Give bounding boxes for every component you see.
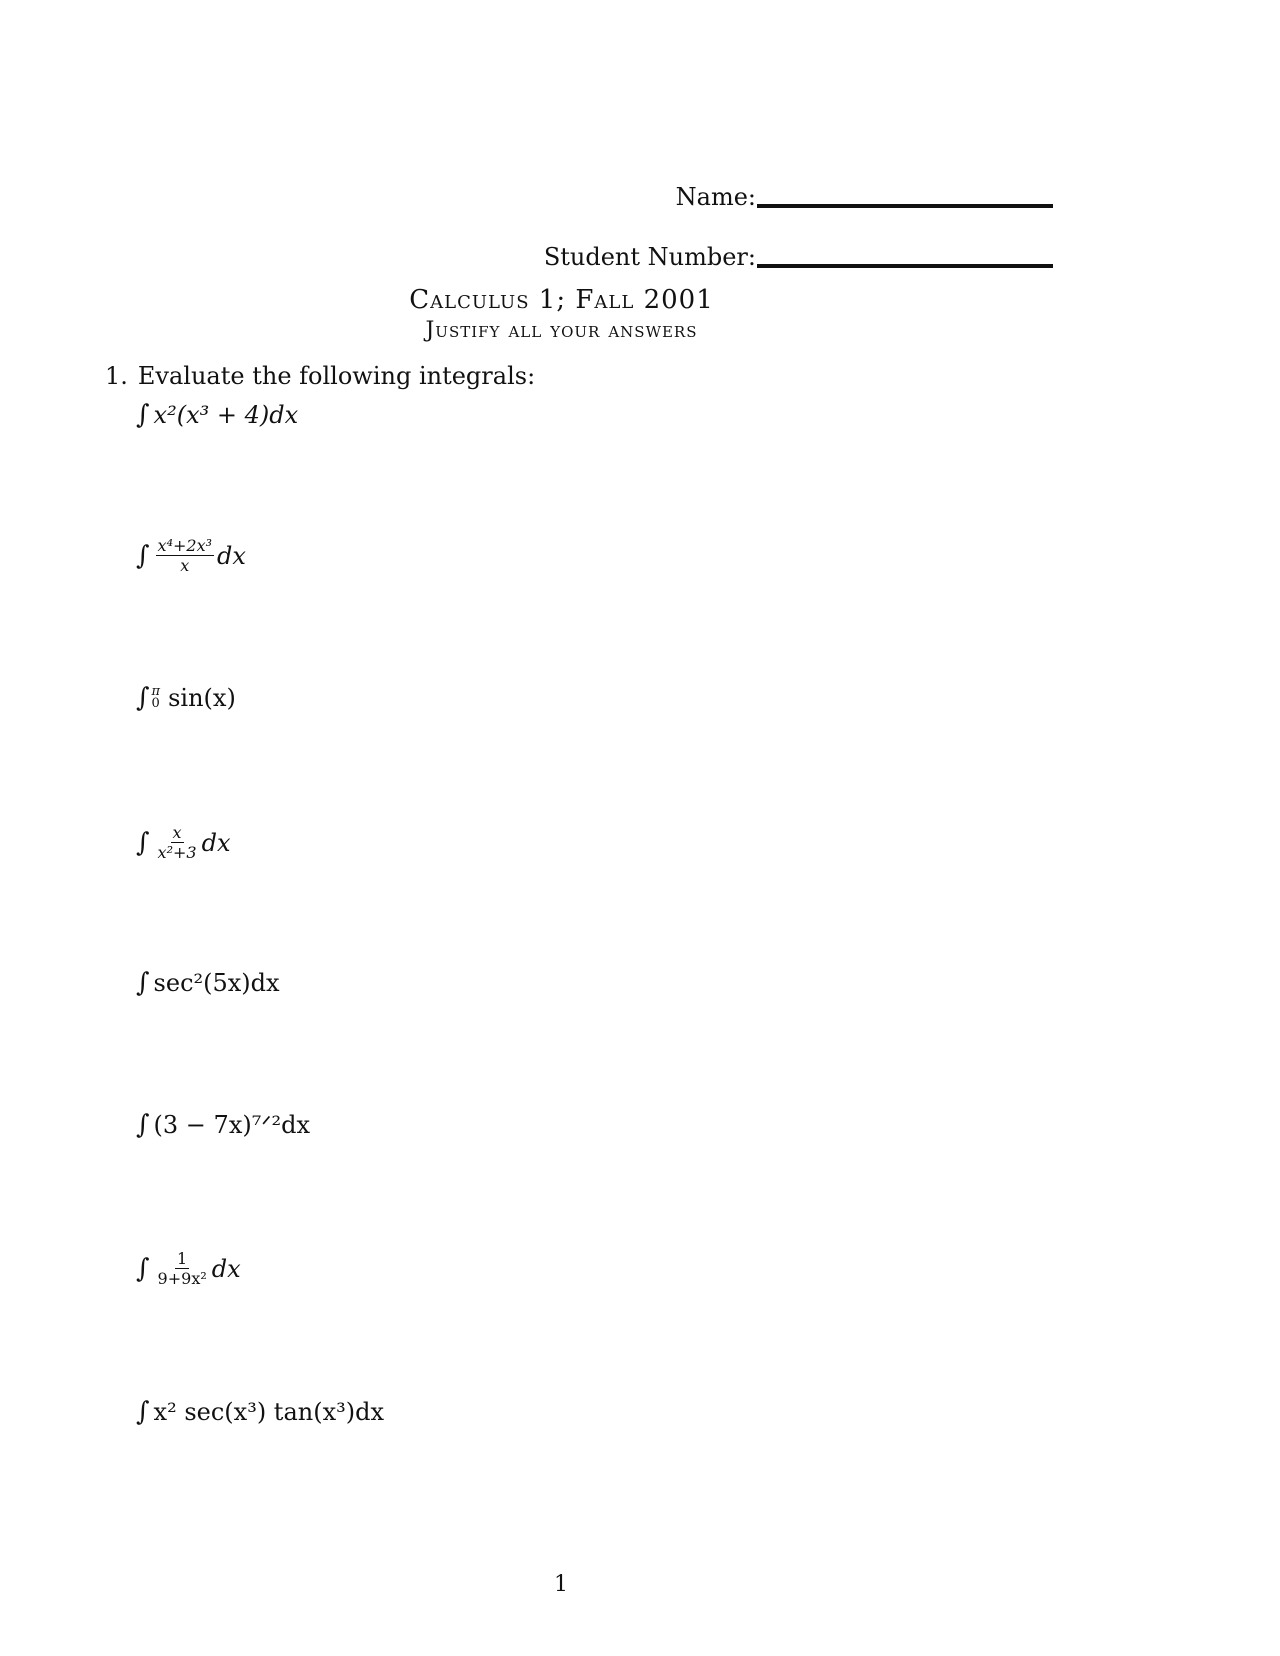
integral-sign: ∫ — [136, 683, 150, 713]
question-number: 1. — [105, 362, 128, 390]
name-field-row — [676, 183, 1053, 211]
integral-6 — [136, 1110, 310, 1140]
name-blank-line[interactable] — [757, 204, 1053, 208]
page-number: 1 — [554, 1572, 568, 1597]
instructions-title: Justify all your answers — [425, 318, 698, 343]
integral-8 — [136, 1397, 384, 1427]
integral-sign: ∫ — [136, 540, 150, 571]
differential: dx — [217, 541, 246, 570]
integral-expression: sin(x) — [168, 684, 236, 712]
integral-expression: sec²(5x)dx — [153, 969, 280, 997]
student-number-field-row — [544, 243, 1053, 271]
fraction-denominator: 9+9x² — [157, 1269, 207, 1288]
integral-sign: ∫ — [136, 1110, 150, 1140]
course-title: Calculus 1; Fall 2001 — [409, 285, 714, 315]
integral-4 — [136, 824, 230, 861]
integral-expression: x² sec(x³) tan(x³)dx — [153, 1398, 384, 1426]
integral-5 — [136, 968, 280, 998]
integral-sign: ∫ — [136, 1397, 150, 1427]
integral-sign: ∫ — [136, 1253, 150, 1284]
fraction — [156, 824, 199, 861]
question-prompt: Evaluate the following integrals: — [137, 362, 536, 390]
integral-1 — [136, 400, 298, 430]
lower-limit: 0 — [151, 696, 160, 711]
fraction-denominator: x²+3 — [157, 843, 197, 862]
integral-limits — [152, 686, 161, 710]
differential: dx — [211, 1254, 241, 1283]
fraction — [156, 1250, 209, 1287]
integral-7 — [136, 1250, 241, 1287]
fraction-numerator: 1 — [177, 1249, 188, 1268]
integral-sign: ∫ — [136, 827, 150, 858]
name-label: Name: — [675, 183, 756, 211]
integral-sign: ∫ — [136, 968, 150, 998]
fraction-numerator: x — [172, 823, 182, 842]
upper-limit: π — [151, 684, 161, 699]
student-number-label: Student Number: — [543, 243, 756, 271]
integral-expression: (3 − 7x)⁷ᐟ²dx — [153, 1111, 311, 1139]
question-1 — [105, 362, 535, 390]
integral-3 — [136, 683, 236, 713]
fraction-numerator: x⁴+2x³ — [157, 536, 213, 555]
fraction — [156, 537, 214, 574]
integral-2 — [136, 537, 246, 574]
integral-expression: x²(x³ + 4)dx — [153, 401, 299, 429]
differential: dx — [201, 828, 231, 857]
fraction-denominator: x — [180, 556, 190, 575]
student-number-blank-line[interactable] — [757, 264, 1053, 268]
integral-sign: ∫ — [136, 400, 150, 430]
